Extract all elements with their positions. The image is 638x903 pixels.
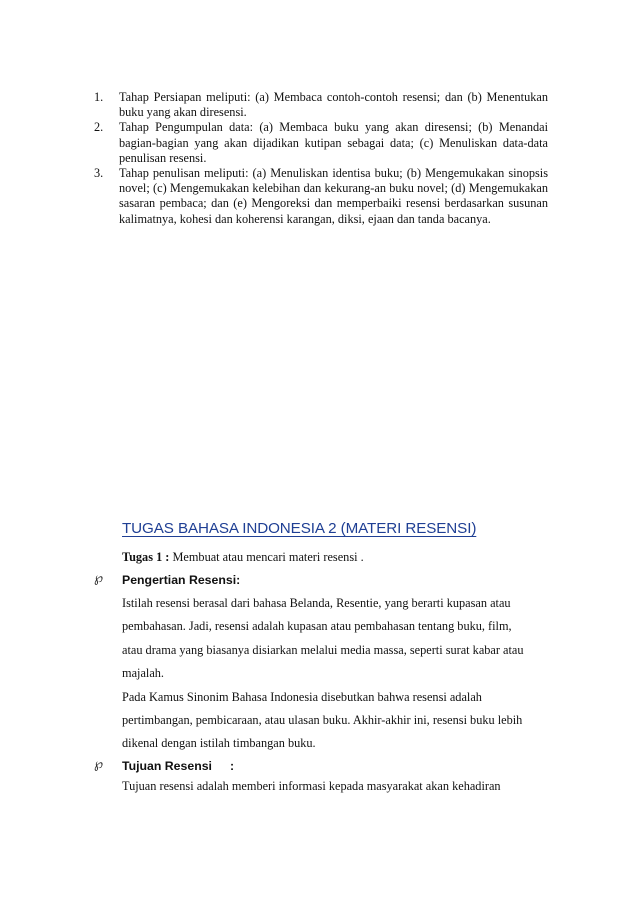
task-text: Membuat atau mencari materi resensi . bbox=[172, 550, 364, 564]
step-text: Tahap Pengumpulan data: (a) Membaca buku yang akan diresensi; (b) Menandai bagian-bagian yang akan dijadikan kutipan sebagai data; (c) Menuliskan data-data penulisan resensi. bbox=[119, 120, 548, 165]
step-number: 2. bbox=[94, 120, 104, 135]
text-line: dikenal dengan istilah timbangan buku. bbox=[122, 736, 316, 751]
section-heading-tujuan bbox=[122, 759, 234, 773]
step-text: Tahap Persiapan meliputi: (a) Membaca contoh-contoh resensi; dan (b) Menentukan buku yang akan diresensi. bbox=[119, 90, 548, 120]
steps-list bbox=[94, 90, 548, 227]
list-item bbox=[94, 120, 548, 166]
heading-colon: : bbox=[229, 759, 235, 773]
paragraph-pengertian bbox=[122, 592, 552, 756]
bullet-icon: ℘ bbox=[94, 571, 104, 586]
heading-text: Tujuan Resensi bbox=[122, 759, 212, 773]
bullet-icon: ℘ bbox=[94, 757, 104, 772]
text-line: pertimbangan, pembicaraan, atau ulasan buku. Akhir-akhir ini, resensi buku lebih bbox=[122, 713, 523, 728]
section-heading-pengertian: Pengertian Resensi: bbox=[122, 573, 241, 587]
task-line bbox=[122, 550, 364, 565]
step-number: 3. bbox=[94, 166, 104, 181]
step-number: 1. bbox=[94, 90, 104, 104]
list-item bbox=[94, 166, 548, 227]
text-line: Pada Kamus Sinonim Bahasa Indonesia disebutkan bahwa resensi adalah bbox=[122, 689, 482, 704]
task-label: Tugas 1 : bbox=[122, 550, 170, 564]
page-title: TUGAS BAHASA INDONESIA 2 (MATERI RESENSI) bbox=[122, 520, 477, 537]
paragraph-tujuan bbox=[122, 775, 552, 798]
text-line: Istilah resensi berasal dari bahasa Belanda, Resentie, yang berarti kupasan atau bbox=[122, 596, 511, 610]
text-line: Tujuan resensi adalah memberi informasi kepada masyarakat akan kehadiran bbox=[122, 779, 501, 793]
list-item bbox=[94, 90, 548, 120]
step-text: Tahap penulisan meliputi: (a) Menuliskan identisa buku; (b) Mengemukakan sinopsis novel; (c) Mengemukakan kelebihan dan kekurang-an buku novel; (d) Mengemukakan sasaran pembaca; dan (e) Mengoreksi dan memperbaiki resensi berdasarkan susunan kalimatnya, kohesi dan koherensi karangan, diksi, ejaan dan tanda bacanya. bbox=[119, 166, 548, 226]
text-line: pembahasan. Jadi, resensi adalah kupasan atau pembahasan tentang buku, film, bbox=[122, 619, 512, 634]
text-line: atau drama yang biasanya disiarkan melalui media massa, seperti surat kabar atau bbox=[122, 642, 524, 657]
text-line: majalah. bbox=[122, 666, 164, 681]
